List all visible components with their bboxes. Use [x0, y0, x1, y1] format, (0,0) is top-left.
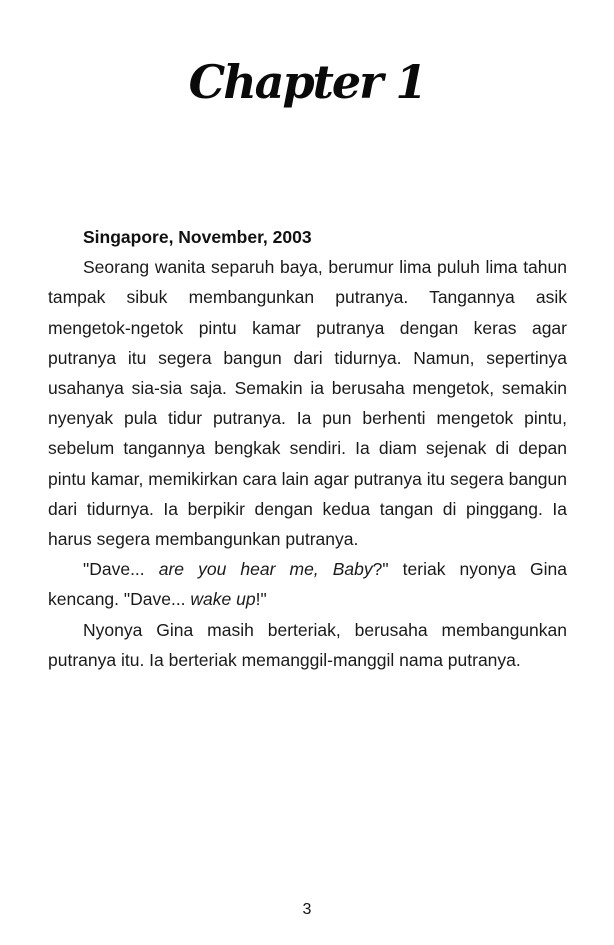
- dialogue-part-2: ?" teriak nyonya Gina kencang. "Dave...: [48, 559, 567, 610]
- chapter-body: [48, 222, 567, 675]
- paragraph-3: Nyonya Gina masih berteriak, berusaha membangunkan putranya itu. Ia berteriak memanggil-manggil nama putranya.: [48, 619, 567, 670]
- dialogue-italic-2: wake up: [190, 589, 256, 610]
- chapter-title: Chapter 1: [188, 55, 426, 109]
- place-date: Singapore, November, 2003: [83, 227, 312, 247]
- dialogue-italic-1: are you hear me, Baby: [158, 559, 373, 580]
- page-number: 3: [302, 901, 312, 918]
- place-date-line: [48, 222, 567, 252]
- dialogue-part-1: "Dave...: [83, 559, 159, 580]
- paragraph-1: Seorang wanita separuh baya, berumur lima puluh lima tahun tampak sibuk membangunkan putranya. Tangannya asik mengetok-ngetok pintu kamar putranya dengan keras agar putranya itu segera bangun dari tidurnya. Namun, sepertinya usahanya sia-sia saja. Semakin ia berusaha mengetok, semakin nyenyak pula tidur putranya. Ia pun berhenti mengetok pintu, sebelum tangannya bengkak sendiri. Ia diam sejenak di depan pintu kamar, memikirkan cara lain agar putranya itu segera bangun dari tidurnya. Ia berpikir dengan kedua tangan di pinggang. Ia harus segera membangunkan putranya.: [48, 257, 567, 550]
- paragraph-2-dialogue: [48, 554, 567, 614]
- dialogue-part-3: !": [255, 589, 267, 610]
